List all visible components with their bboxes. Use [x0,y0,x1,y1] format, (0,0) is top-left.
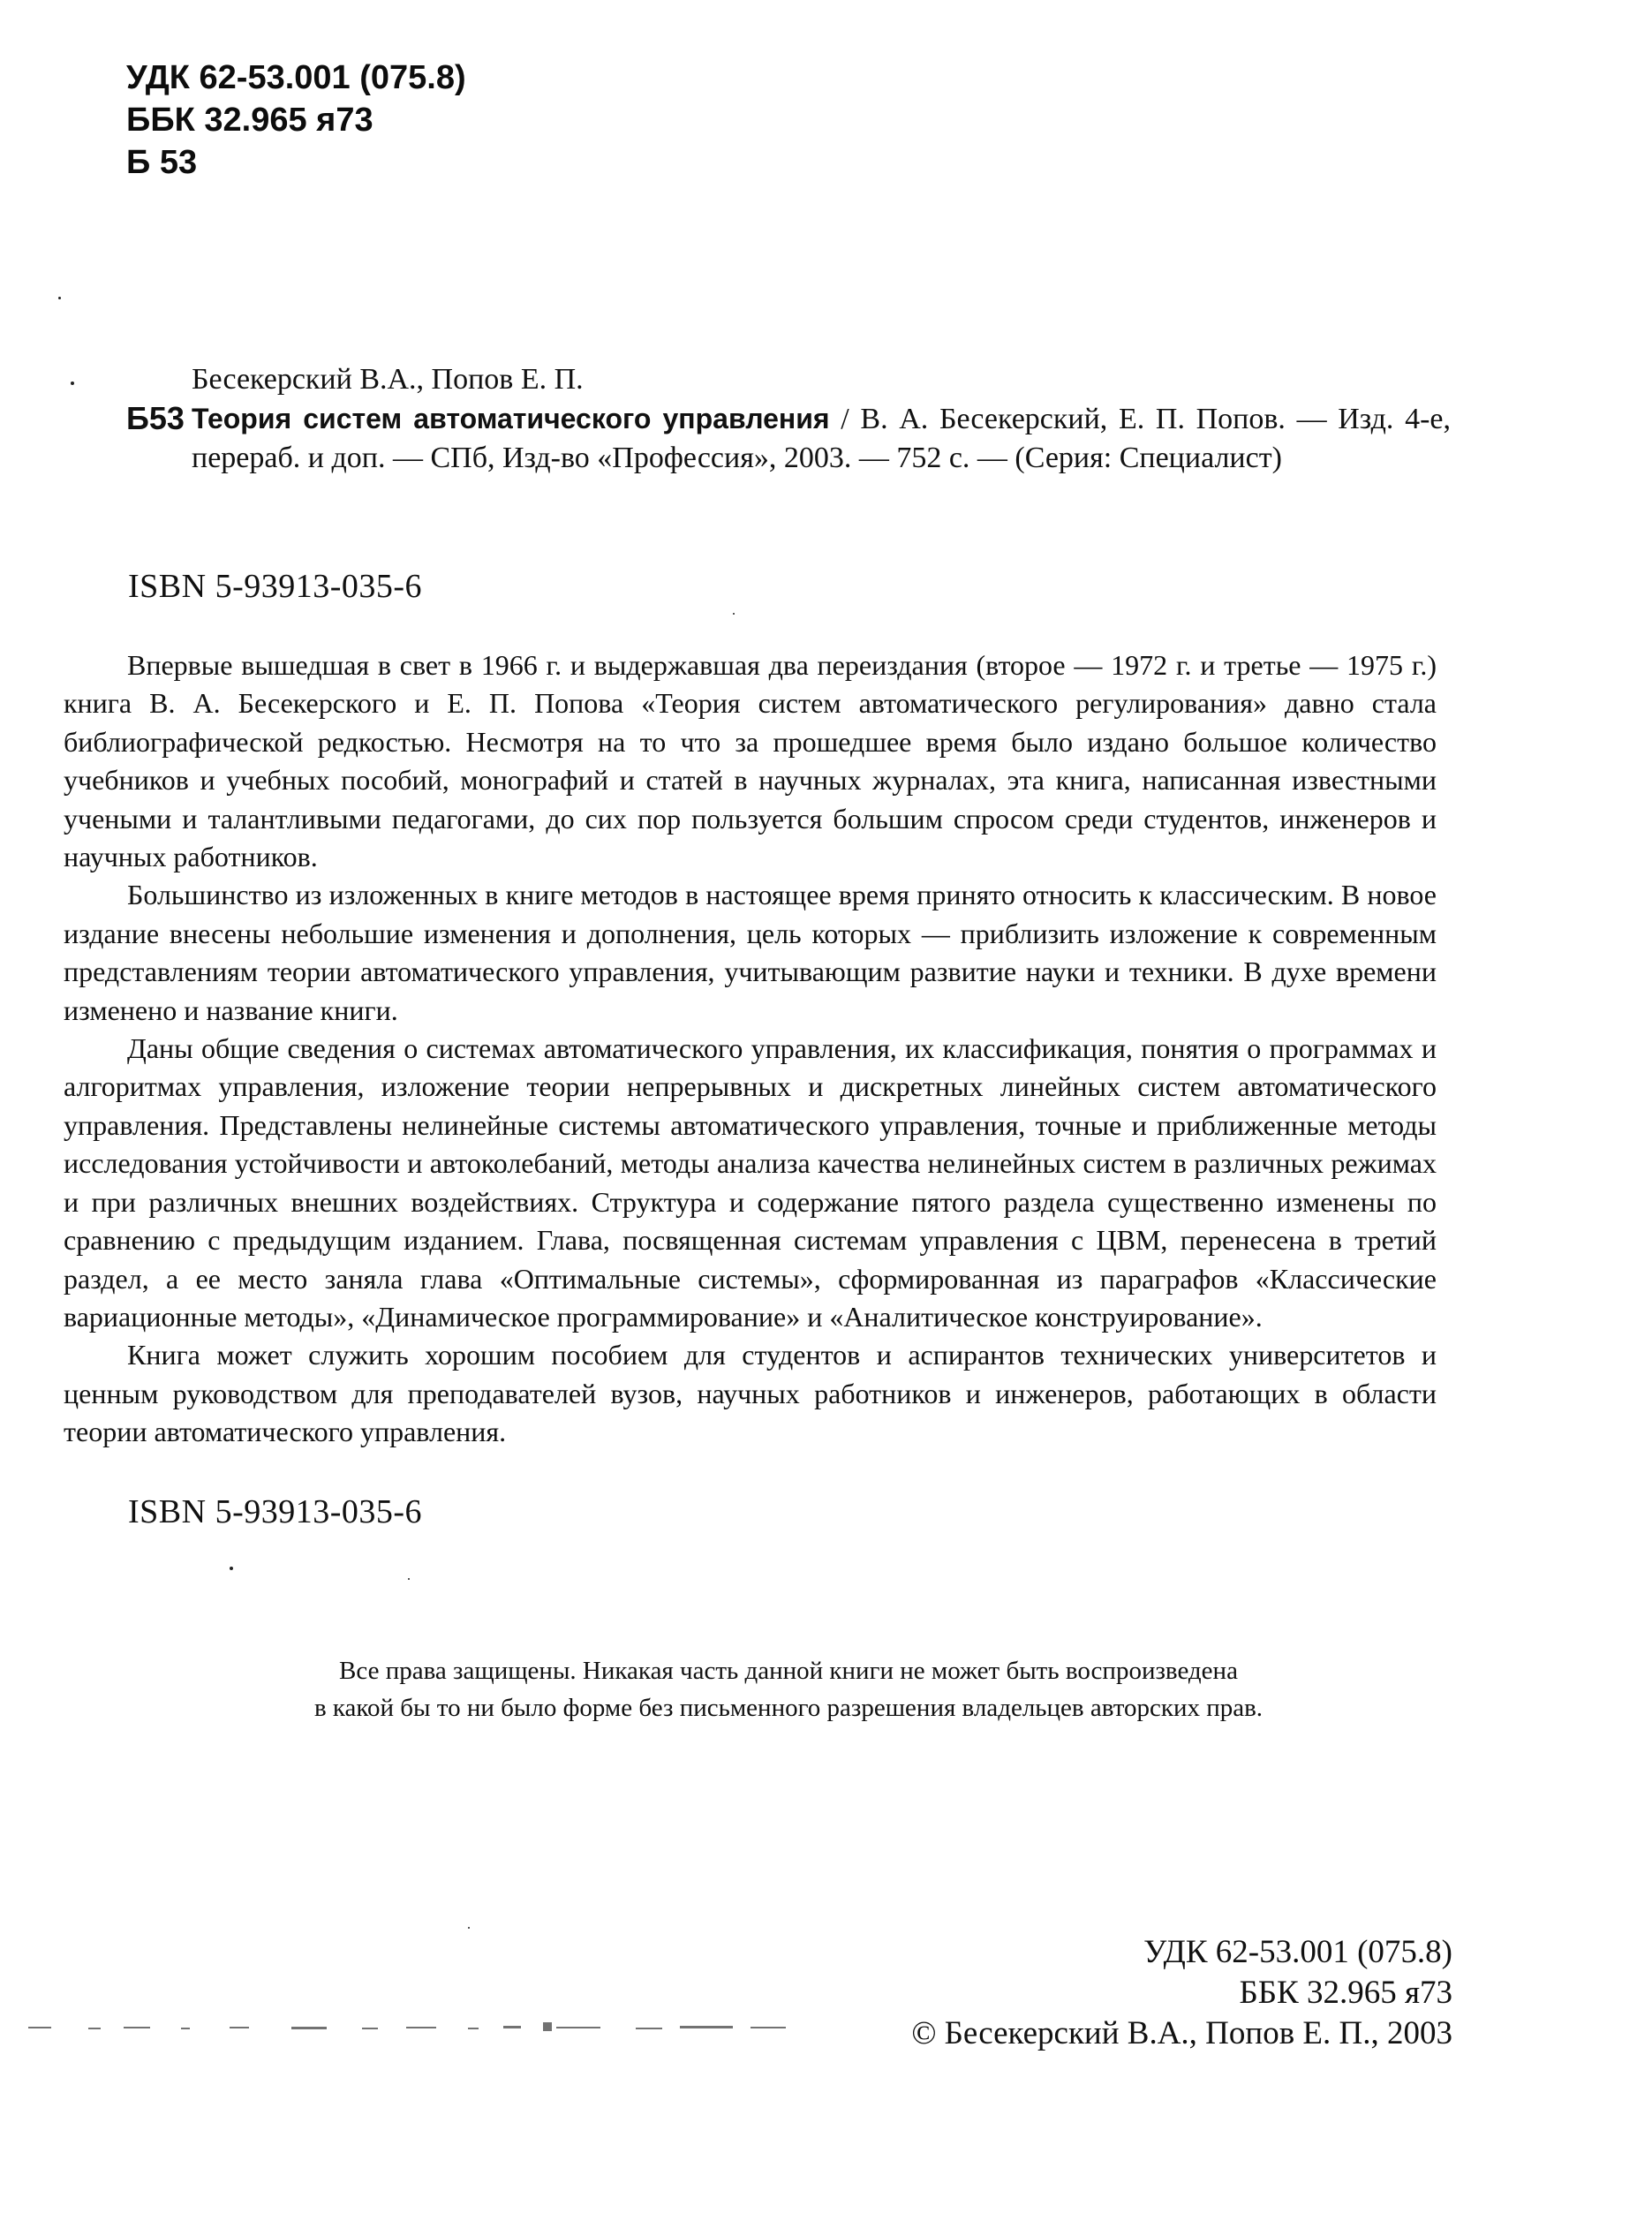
annotation-paragraph: Книга может служить хорошим пособием для студентов и аспирантов технических университетов и ценным руководством для преподавателей вузов, научных работников и инженеров, работающих в области теории автоматического управления. [64,1339,1437,1448]
annotation-paragraph: Впервые вышедшая в свет в 1966 г. и выдержавшая два переиздания (второе — 1972 г. и третье — 1975 г.) книга В. А. Бесекерского и Е. П. Попова «Теория систем автоматического регулирования» давно стала библиографической редкостью. Несмотря на то что за прошедшее время было издано большое количество учебников и учебных пособий, монографий и статей в научных журналах, эта книга, написанная известными учеными и талантливыми педагогами, до сих пор пользуется большим спросом среди студентов, инженеров и научных работников. [64,649,1437,873]
scan-speck [468,1927,470,1929]
footer-bbk-code: ББК 32.965 я73 [1239,1975,1452,2011]
annotation [64,646,1437,1452]
rights-line: Все права защищены. Никакая часть данной книги не может быть воспроизведена [339,1657,1238,1685]
classification-header [126,57,466,184]
bbk-code: ББК 32.965 я73 [126,102,373,139]
record-entry [126,399,1451,478]
scan-streak [26,2019,821,2035]
bibliographic-record [126,360,1451,478]
record-description: / В. А. Бесекерский, Е. П. Попов. — Изд. 4-е, перераб. и доп. — СПб, Изд-во «Профессия», 2003. — 752 с. — (Серия: Специалист) [192,403,1451,474]
annotation-paragraph: Большинство из изложенных в книге методов в настоящее время принято относить к классическим. В новое издание внесены небольшие изменения и дополнения, цель которых — приблизить изложение к современным представлениям теории автоматического управления, учитывающим развитие науки и техники. В духе времени изменено и название книги. [64,879,1437,1026]
scan-speck [408,1578,410,1580]
isbn-top: ISBN 5-93913-035-6 [128,568,423,605]
udc-code: УДК 62-53.001 (075.8) [126,59,466,96]
copyright-notice: © Бесекерский В.А., Попов Е. П., 2003 [911,2015,1452,2051]
rights-line: в какой бы то ни было форме без письменного разрешения владельцев авторских прав. [313,1694,1264,1722]
scan-speck [71,381,74,385]
record-authors: Бесекерский В.А., Попов Е. П. [192,363,584,396]
annotation-paragraph: Даны общие сведения о системах автоматического управления, их классификация, понятия о программах и алгоритмах управления, изложение теории непрерывных и дискретных линейных систем автоматического управления. Представлены нелинейные системы автоматического управления, точные и приближенные методы исследования устойчивости и автоколебаний, методы анализа качества нелинейных систем в различных режимах и при различных внешних воздействиях. Структура и содержание пятого раздела существенно изменены по сравнению с предыдущим изданием. Глава, посвященная системам управления с ЦВМ, перенесена в третий раздел, а ее место заняла глава «Оптимальные системы», сформированная из параграфов «Классические вариационные методы», «Динамическое программирование» и «Аналитическое конструирование». [64,1032,1437,1333]
footer-classification [911,1932,1452,2054]
footer-udc-code: УДК 62-53.001 (075.8) [1143,1934,1452,1970]
record-cutter-mark: Б53 [126,400,185,436]
record-title: Теория систем автоматического управления [192,403,830,434]
scan-speck [58,297,61,299]
cutter-code: Б 53 [126,144,198,181]
scan-speck [733,613,735,615]
scan-speck [230,1567,233,1570]
isbn-bottom: ISBN 5-93913-035-6 [128,1493,423,1530]
rights-notice [126,1652,1451,1726]
